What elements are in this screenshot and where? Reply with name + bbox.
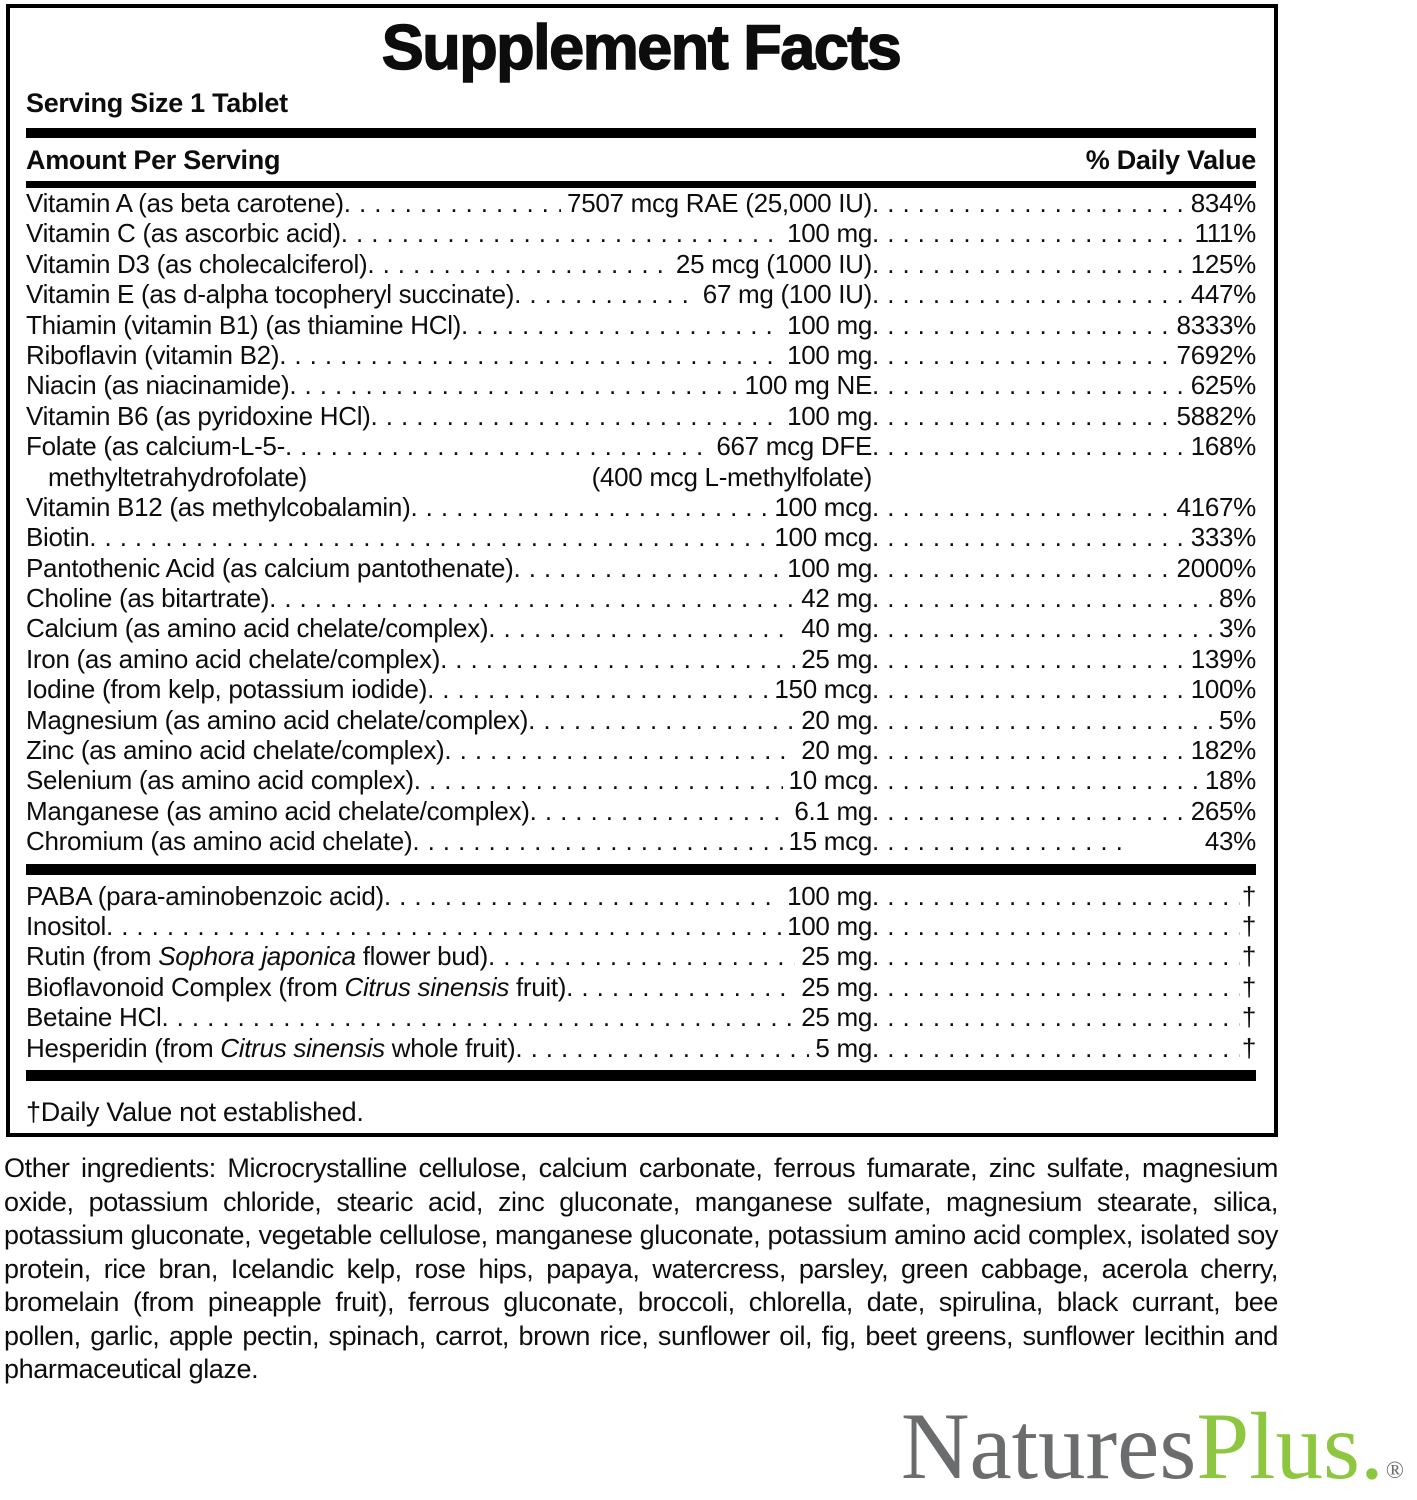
nutrient-table-section-2: [26, 881, 1256, 1063]
row-left: [26, 826, 872, 856]
row-right: [872, 583, 1256, 613]
table-row: [26, 462, 1256, 492]
table-row: [26, 249, 1256, 279]
dot-leader: [872, 522, 1189, 552]
dot-leader: [872, 553, 1175, 583]
row-right: [872, 1033, 1256, 1063]
dot-leader: [872, 249, 1189, 279]
dot-leader: [269, 583, 795, 613]
nutrient-name: Niacin (as niacinamide): [26, 370, 290, 401]
row-right: [872, 401, 1256, 431]
nutrient-table-section-1: [26, 188, 1256, 857]
nutrient-amount: 40 mg: [801, 613, 872, 644]
nutrient-daily-value: †: [1241, 910, 1256, 941]
nutrient-name: Biotin: [26, 522, 90, 553]
dot-leader: [488, 941, 795, 971]
row-left: [26, 613, 872, 643]
table-row: [26, 1033, 1256, 1063]
nutrient-amount: 100 mg: [787, 309, 872, 340]
nutrient-amount: 20 mg: [801, 735, 872, 766]
table-row: [26, 881, 1256, 911]
nutrient-name: Vitamin B6 (as pyridoxine HCl): [26, 400, 371, 431]
dot-leader: [872, 1002, 1240, 1032]
nutrient-amount: 25 mg: [801, 941, 872, 972]
row-right: [872, 826, 1256, 856]
nutrient-name: PABA (para-aminobenzoic acid): [26, 880, 384, 911]
divider-bar-thick: [26, 864, 1256, 875]
dot-leader: [384, 881, 781, 911]
divider-bar-thick: [26, 1070, 1256, 1081]
row-left: [26, 249, 872, 279]
registered-trademark-icon: ®: [1385, 1458, 1404, 1484]
dot-leader: [872, 370, 1189, 400]
dot-leader: [344, 188, 561, 218]
row-left: [26, 401, 872, 431]
brand-logo-plus: Plus.: [1196, 1393, 1384, 1499]
other-ingredients-paragraph: Other ingredients: Microcrystalline cellulose, calcium carbonate, ferrous fumarate, zinc sulfate, magnesium oxide, potassium chloride, stearic acid, zinc gluconate, manganese sulfate, magnesium stearate, silica, potassium gluconate, vegetable cellulose, manganese gluconate, potassium amino acid complex, isolated soy protein, rice bran, Icelandic kelp, rose hips, papaya, watercress, parsley, green cabbage, acerola cherry, bromelain (from pineapple fruit), ferrous gluconate, broccoli, chlorella, date, spirulina, black currant, bee pollen, garlic, apple pectin, spinach, carrot, brown rice, sunflower oil, fig, beet greens, sunflower lecithin and pharmaceutical glaze.: [4, 1153, 1278, 1384]
nutrient-daily-value: 168%: [1190, 431, 1256, 462]
nutrient-name: methyltetrahydrofolate): [48, 461, 308, 492]
dot-leader: [872, 826, 1133, 856]
row-left: [26, 310, 872, 340]
dot-leader: [371, 401, 782, 431]
nutrient-amount: 15 mcg: [788, 826, 872, 857]
daily-value-footnote: †Daily Value not established.: [26, 1096, 364, 1127]
dot-leader: [410, 492, 768, 522]
dot-leader: [440, 644, 795, 674]
row-right: [872, 765, 1256, 795]
nutrient-daily-value: 4167%: [1176, 491, 1256, 522]
row-right: [872, 492, 1256, 522]
nutrient-name: Bioflavonoid Complex (from Citrus sinensis fruit): [26, 971, 567, 1002]
table-row: [26, 941, 1256, 971]
dot-leader: [872, 941, 1240, 971]
dot-leader: [412, 826, 782, 856]
row-right: [872, 1002, 1256, 1032]
nutrient-amount: 42 mg: [801, 583, 872, 614]
table-row: [26, 218, 1256, 248]
nutrient-daily-value: 182%: [1190, 735, 1256, 766]
nutrient-name: Inositol: [26, 910, 106, 941]
nutrient-name: Riboflavin (vitamin B2): [26, 339, 280, 370]
amount-per-serving-label: Amount Per Serving: [26, 145, 281, 175]
dot-leader: [488, 613, 795, 643]
dot-leader: [872, 218, 1193, 248]
dot-leader: [872, 1033, 1240, 1063]
table-row: [26, 583, 1256, 613]
dot-leader: [444, 735, 795, 765]
nutrient-daily-value: 139%: [1190, 643, 1256, 674]
table-row: [26, 340, 1256, 370]
row-right: [872, 911, 1256, 941]
nutrient-daily-value: 7692%: [1176, 339, 1256, 370]
nutrient-amount: 67 mg (100 IU): [702, 279, 872, 310]
nutrient-amount: 100 mg: [787, 400, 872, 431]
table-row: [26, 1002, 1256, 1032]
dot-leader: [279, 340, 781, 370]
nutrient-daily-value: †: [1241, 1032, 1256, 1063]
row-left: [26, 279, 872, 309]
row-left: [26, 705, 872, 735]
row-right: [872, 188, 1256, 218]
row-left: [26, 972, 872, 1002]
nutrient-name: Iron (as amino acid chelate/complex): [26, 643, 441, 674]
dot-leader: [341, 218, 781, 248]
nutrient-name: Vitamin B12 (as methylcobalamin): [26, 491, 411, 522]
nutrient-amount: 25 mg: [801, 1002, 872, 1033]
nutrient-amount: 5 mg: [815, 1032, 872, 1063]
nutrient-amount: 100 mcg: [774, 491, 872, 522]
table-row: [26, 279, 1256, 309]
dot-leader: [872, 613, 1217, 643]
row-left: [26, 674, 872, 704]
row-right: [872, 613, 1256, 643]
row-left: [26, 218, 872, 248]
dot-leader: [367, 249, 670, 279]
row-right: [872, 310, 1256, 340]
row-right: [872, 644, 1256, 674]
dot-leader: [427, 674, 768, 704]
nutrient-daily-value: 111%: [1194, 218, 1256, 249]
dot-leader: [461, 310, 781, 340]
nutrient-amount: 100 mg: [787, 910, 872, 941]
dot-leader: [106, 911, 781, 941]
row-left: [26, 881, 872, 911]
nutrient-daily-value: 43%: [1204, 826, 1256, 857]
nutrient-amount: 150 mcg: [774, 674, 872, 705]
nutrient-daily-value: 625%: [1190, 370, 1256, 401]
nutrient-amount: 25 mg: [801, 643, 872, 674]
brand-logo: [900, 1393, 1404, 1499]
row-left: [26, 522, 872, 552]
table-row: [26, 492, 1256, 522]
table-row: [26, 613, 1256, 643]
dot-leader: [872, 644, 1189, 674]
nutrient-name: Vitamin E (as d-alpha tocopheryl succinate): [26, 279, 515, 310]
table-row: [26, 401, 1256, 431]
dot-leader: [872, 310, 1175, 340]
nutrient-amount: 667 mcg DFE: [716, 431, 872, 462]
dot-leader: [89, 522, 768, 552]
row-right: [872, 796, 1256, 826]
table-row: [26, 522, 1256, 552]
supplement-facts-panel: [6, 4, 1278, 1137]
nutrient-amount: 6.1 mg: [794, 795, 872, 826]
row-right: [872, 735, 1256, 765]
nutrient-daily-value: 447%: [1190, 279, 1256, 310]
dot-leader: [514, 279, 697, 309]
nutrient-amount: 10 mcg: [788, 765, 872, 796]
dot-leader: [872, 972, 1240, 1002]
nutrient-amount: 7507 mcg RAE (25,000 IU): [567, 188, 872, 218]
nutrient-name: Calcium (as amino acid chelate/complex): [26, 613, 489, 644]
dot-leader: [872, 765, 1203, 795]
table-row: [26, 705, 1256, 735]
row-right: [872, 218, 1256, 248]
dot-leader: [872, 735, 1189, 765]
table-row: [26, 310, 1256, 340]
nutrient-daily-value: 5882%: [1176, 400, 1256, 431]
nutrient-daily-value: 125%: [1190, 248, 1256, 279]
row-right: [872, 340, 1256, 370]
nutrient-daily-value: †: [1241, 880, 1256, 911]
nutrient-name: Vitamin A (as beta carotene): [26, 188, 344, 218]
nutrient-name: Rutin (from Sophora japonica flower bud): [26, 941, 489, 972]
dot-leader: [872, 340, 1175, 370]
table-row: [26, 735, 1256, 765]
nutrient-daily-value: 834%: [1190, 188, 1256, 218]
dot-leader: [872, 492, 1175, 522]
nutrient-amount: 100 mg: [787, 880, 872, 911]
row-right: [872, 553, 1256, 583]
table-row: [26, 796, 1256, 826]
nutrient-daily-value: 333%: [1190, 522, 1256, 553]
table-row: [26, 674, 1256, 704]
dot-leader: [513, 553, 781, 583]
nutrient-daily-value: 3%: [1219, 613, 1256, 644]
nutrient-amount: 100 mg NE: [744, 370, 872, 401]
nutrient-name: Manganese (as amino acid chelate/complex): [26, 795, 530, 826]
dot-leader: [872, 911, 1240, 941]
row-right: [872, 941, 1256, 971]
nutrient-daily-value: 18%: [1204, 765, 1256, 796]
dot-leader: [414, 765, 783, 795]
dot-leader: [530, 796, 789, 826]
nutrient-daily-value: †: [1241, 1002, 1256, 1033]
nutrient-daily-value: †: [1241, 971, 1256, 1002]
row-right: [872, 431, 1256, 461]
dot-leader: [872, 796, 1189, 826]
panel-title: Supplement Facts: [381, 13, 901, 83]
brand-logo-natures: Natures: [900, 1393, 1197, 1499]
nutrient-amount: 25 mg: [801, 971, 872, 1002]
nutrient-name: Folate (as calcium-L-5-: [26, 431, 285, 462]
nutrient-daily-value: †: [1241, 941, 1256, 972]
row-left: [26, 553, 872, 583]
nutrient-amount: 25 mcg (1000 IU): [675, 248, 872, 279]
table-row: [26, 644, 1256, 674]
divider-bar-thick: [26, 128, 1256, 138]
table-row: [26, 188, 1256, 218]
row-left: [26, 735, 872, 765]
divider-bar-medium: [26, 181, 1256, 188]
dot-leader: [515, 1033, 809, 1063]
dot-leader: [289, 370, 738, 400]
row-left: [26, 340, 872, 370]
row-left: [26, 188, 872, 218]
dot-leader: [872, 431, 1189, 461]
row-left: [26, 431, 872, 461]
nutrient-amount: 100 mg: [787, 218, 872, 249]
nutrient-daily-value: 2000%: [1176, 552, 1256, 583]
dot-leader: [285, 431, 710, 461]
nutrient-name: Hesperidin (from Citrus sinensis whole fruit): [26, 1032, 516, 1063]
row-left: [26, 911, 872, 941]
row-left: [26, 644, 872, 674]
row-right: [872, 674, 1256, 704]
nutrient-name: Choline (as bitartrate): [26, 583, 270, 614]
nutrient-daily-value: 8333%: [1176, 309, 1256, 340]
table-row: [26, 431, 1256, 461]
nutrient-amount: 20 mg: [801, 704, 872, 735]
table-row: [26, 972, 1256, 1002]
dot-leader: [872, 881, 1240, 911]
row-left: [26, 796, 872, 826]
dot-leader: [872, 705, 1217, 735]
row-right: [872, 249, 1256, 279]
nutrient-daily-value: 100%: [1190, 674, 1256, 705]
dot-leader: [872, 188, 1189, 218]
nutrient-daily-value: 5%: [1219, 704, 1256, 735]
nutrient-name: Betaine HCl: [26, 1002, 162, 1033]
dot-leader: [566, 972, 795, 1002]
nutrient-daily-value: 265%: [1190, 795, 1256, 826]
nutrient-name: Vitamin C (as ascorbic acid): [26, 218, 341, 249]
table-row: [26, 826, 1256, 856]
nutrient-name: Thiamin (vitamin B1) (as thiamine HCl): [26, 309, 462, 340]
row-right: [872, 705, 1256, 735]
table-row: [26, 553, 1256, 583]
dot-leader: [872, 674, 1189, 704]
table-row: [26, 765, 1256, 795]
table-row: [26, 370, 1256, 400]
row-left: [26, 370, 872, 400]
nutrient-name: Vitamin D3 (as cholecalciferol): [26, 248, 368, 279]
nutrient-daily-value: 8%: [1219, 583, 1256, 614]
row-left: [26, 583, 872, 613]
column-header: [26, 138, 1256, 181]
dot-leader: [872, 401, 1175, 431]
nutrient-name: Selenium (as amino acid complex): [26, 765, 414, 796]
row-right: [872, 279, 1256, 309]
dot-leader: [528, 705, 795, 735]
row-left: [26, 1002, 872, 1032]
row-right: [872, 881, 1256, 911]
nutrient-name: Iodine (from kelp, potassium iodide): [26, 674, 428, 705]
serving-size: Serving Size 1 Tablet: [26, 88, 288, 118]
row-right: [872, 522, 1256, 552]
nutrient-name: Pantothenic Acid (as calcium pantothenate): [26, 552, 514, 583]
nutrient-name: Zinc (as amino acid chelate/complex): [26, 735, 445, 766]
row-left: [26, 462, 872, 492]
dot-leader: [872, 583, 1217, 613]
dot-leader: [872, 279, 1189, 309]
nutrient-name: Magnesium (as amino acid chelate/complex): [26, 704, 529, 735]
row-right: [872, 972, 1256, 1002]
row-left: [26, 765, 872, 795]
row-left: [26, 941, 872, 971]
row-left: [26, 492, 872, 522]
table-row: [26, 911, 1256, 941]
nutrient-amount: 100 mcg: [774, 522, 872, 553]
row-left: [26, 1033, 872, 1063]
nutrient-amount: 100 mg: [787, 552, 872, 583]
nutrient-amount: 100 mg: [787, 339, 872, 370]
row-right: [872, 370, 1256, 400]
nutrient-name: Chromium (as amino acid chelate): [26, 826, 413, 857]
nutrient-amount: (400 mcg L-methylfolate): [591, 461, 872, 492]
daily-value-label: % Daily Value: [1085, 145, 1256, 175]
dot-leader: [161, 1002, 795, 1032]
